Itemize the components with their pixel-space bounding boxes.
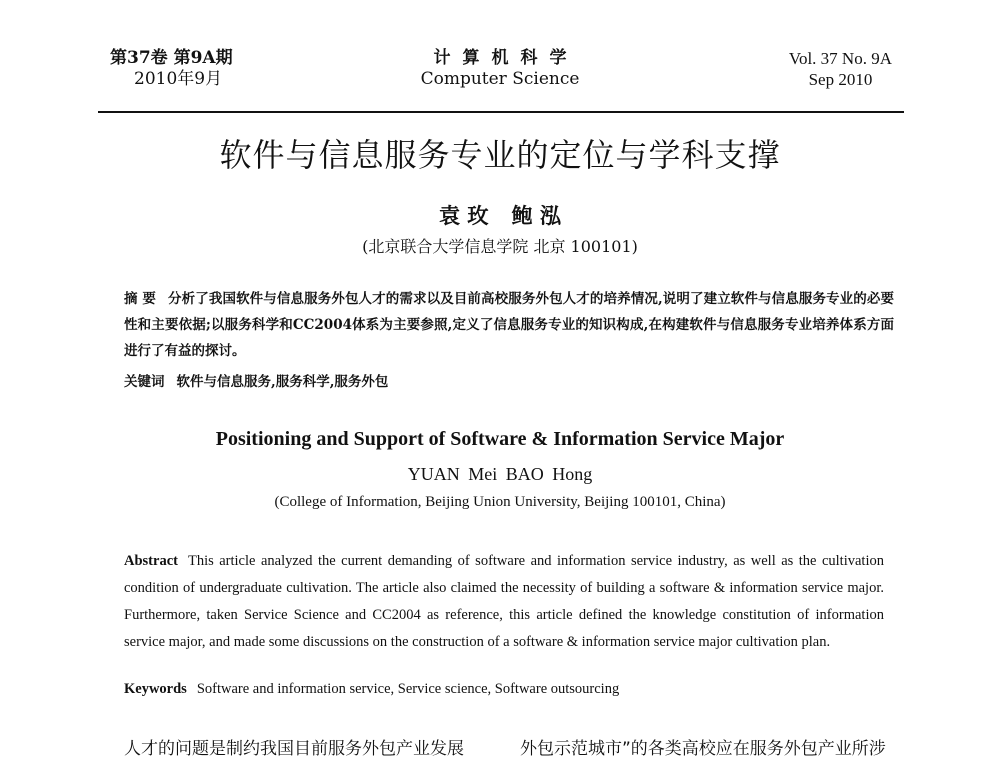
volume-en: Vol. 37 No. 9A	[788, 49, 892, 68]
authors-cn	[0, 200, 1000, 230]
abstract-en	[124, 548, 884, 656]
abstract-cn-label: 摘 要	[124, 291, 157, 307]
journal-name-en: Computer Science	[420, 69, 580, 89]
abstract-en-label: Abstract	[124, 553, 178, 569]
header-right	[789, 48, 892, 90]
keywords-cn-text: 软件与信息服务,服务科学,服务外包	[176, 374, 389, 390]
abstract-en-text: This article analyzed the current demanding of software and information service industry, as well as the cultivation condition of undergraduate cultivation. The article also claimed the necessity of building a software & information service major. Furthermore, taken Service Science and CC2004 as reference, this article defined the knowledge constitution of information service major, and made some discussions on the construction of a software & information service major cultivation plan.	[124, 553, 884, 650]
paper-title-cn: 软件与信息服务专业的定位与学科支撑	[219, 136, 781, 174]
paper-title-en: Positioning and Support of Software & Information Service Major	[215, 428, 785, 450]
keywords-cn-label: 关键词	[124, 374, 165, 390]
date-cn: 2010年9月	[134, 69, 223, 89]
keywords-en-label: Keywords	[124, 681, 187, 697]
abstract-cn	[124, 286, 894, 364]
author-cn-2: 鲍 泓	[511, 204, 561, 228]
volume-cn: 第37卷 第9A期	[110, 48, 233, 68]
header-rule	[98, 111, 904, 113]
author-cn-1: 袁 玫	[439, 204, 489, 228]
keywords-en-text: Software and information service, Service science, Software outsourcing	[196, 681, 620, 697]
body-text-right-column: 外包示范城市”的各类高校应在服务外包产业所涉	[520, 739, 886, 759]
authors-en: YUAN Mei BAO Hong	[407, 464, 593, 484]
journal-name-cn: 计算机科学	[433, 48, 579, 68]
keywords-cn	[124, 370, 388, 390]
running-header	[0, 48, 1000, 112]
affiliation-en: (College of Information, Beijing Union University, Beijing 100101, China)	[274, 494, 726, 510]
affiliation-cn: (北京联合大学信息学院 北京 100101)	[362, 237, 638, 256]
date-en: Sep 2010	[808, 70, 873, 89]
keywords-en	[124, 681, 619, 698]
abstract-cn-text: 分析了我国软件与信息服务外包人才的需求以及目前高校服务外包人才的培养情况,说明了建立软件与信息服务专业的必要性和主要依据;以服务科学和CC2004体系为主要参照,定义了信息服务专业的知识构成,在构建软件与信息服务专业培养体系方面进行了有益的探讨。	[124, 291, 894, 359]
body-text-left-column: 人才的问题是制约我国目前服务外包产业发展	[124, 739, 464, 759]
